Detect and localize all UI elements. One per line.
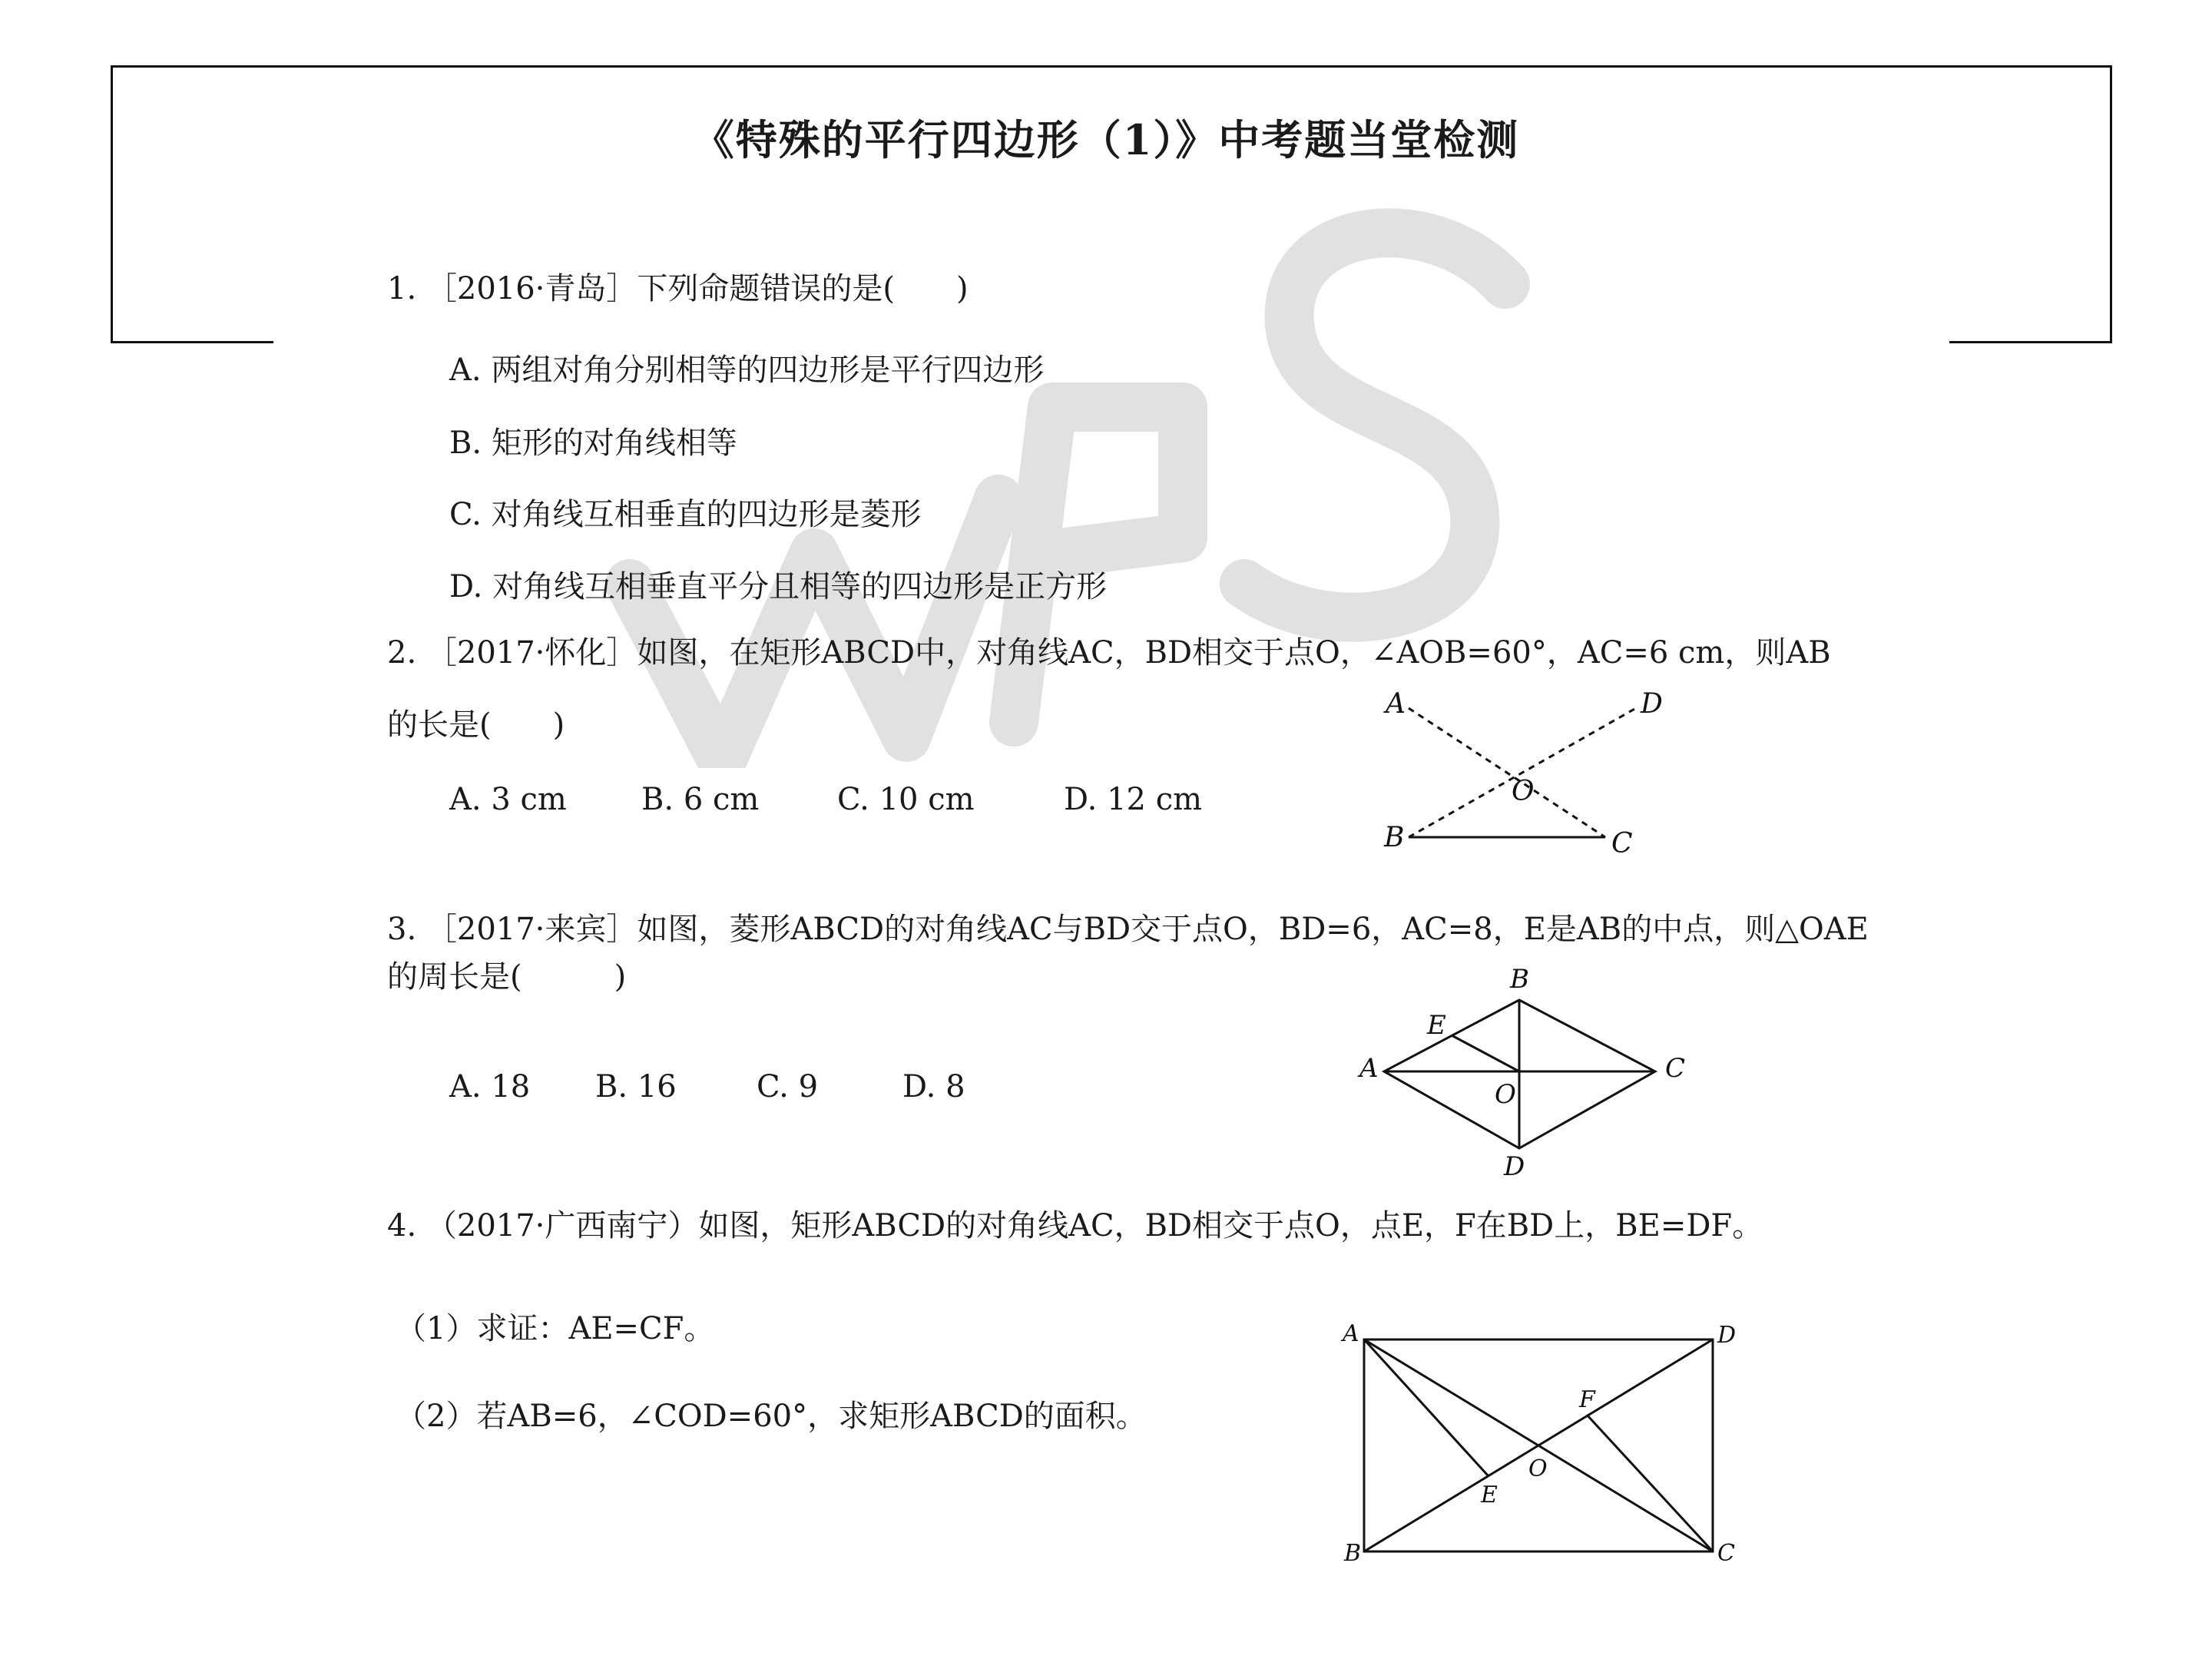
q2-option-d: D. 12 cm <box>1064 782 1203 817</box>
q4-stem: 4. （2017·广西南宁）如图，矩形ABCD的对角线AC，BD相交于点O，点E，F在BD上，BE=DF。 <box>387 1208 1763 1243</box>
q4-segment-cf <box>1587 1415 1713 1551</box>
q4-label-c: C <box>1717 1540 1735 1567</box>
q2-figure-rectangle-diagonals <box>1367 676 1690 860</box>
q2-label-c: C <box>1611 828 1633 859</box>
q4-label-e: E <box>1481 1482 1498 1508</box>
q3-option-d: D. 8 <box>902 1069 965 1104</box>
q2-option-b: B. 6 cm <box>641 782 760 817</box>
q3-option-c: C. 9 <box>757 1069 819 1104</box>
header-frame-bottom-left <box>111 341 273 343</box>
q2-label-o: O <box>1512 776 1535 807</box>
q2-stem-line2: 的长是( ) <box>387 707 565 743</box>
q4-part-2: （2）若AB=6，∠COD=60°，求矩形ABCD的面积。 <box>396 1399 1147 1434</box>
q3-label-o: O <box>1495 1079 1516 1110</box>
q4-label-d: D <box>1717 1322 1737 1349</box>
q1-option-a: A. 两组对角分别相等的四边形是平行四边形 <box>449 353 1045 388</box>
q1-option-d: D. 对角线互相垂直平分且相等的四边形是正方形 <box>449 569 1108 604</box>
header-frame-top <box>111 65 2112 68</box>
header-frame-bottom-right <box>1949 341 2112 343</box>
q2-label-a: A <box>1386 688 1406 720</box>
page-title: 《特殊的平行四边形（1）》中考题当堂检测 <box>692 115 1520 164</box>
q3-label-b: B <box>1510 964 1529 995</box>
q4-label-f: F <box>1579 1386 1595 1413</box>
q1-option-b: B. 矩形的对角线相等 <box>449 426 737 461</box>
q4-label-b: B <box>1344 1540 1362 1567</box>
q3-stem-line1: 3. ［2017·来宾］如图，菱形ABCD的对角线AC与BD交于点O，BD=6，AC=8，E是AB的中点，则△OAE <box>387 912 1869 947</box>
q3-segment-eo <box>1452 1035 1519 1071</box>
q3-label-c: C <box>1665 1053 1686 1084</box>
q4-segment-ae <box>1364 1339 1488 1476</box>
q2-label-d: D <box>1641 688 1663 720</box>
q2-stem-line1: 2. ［2017·怀化］如图，在矩形ABCD中，对角线AC，BD相交于点O，∠AOB=60°，AC=6 cm，则AB <box>387 635 1831 671</box>
q2-diagonal-bd <box>1409 708 1636 837</box>
q3-option-b: B. 16 <box>595 1069 677 1104</box>
q2-diagonal-ac <box>1409 708 1605 837</box>
q2-label-b: B <box>1384 822 1405 853</box>
q1-option-c: C. 对角线互相垂直的四边形是菱形 <box>449 497 922 532</box>
q3-stem-line2: 的周长是( ) <box>387 959 627 995</box>
q4-label-o: O <box>1528 1455 1548 1482</box>
q4-figure-rectangle <box>1321 1306 1751 1567</box>
q3-option-a: A. 18 <box>449 1069 531 1104</box>
q4-part-1: （1）求证：AE=CF。 <box>396 1311 715 1346</box>
q3-label-d: D <box>1504 1151 1525 1182</box>
q3-label-e: E <box>1427 1010 1446 1041</box>
q4-label-a: A <box>1343 1320 1359 1347</box>
q2-option-c: C. 10 cm <box>837 782 975 817</box>
q3-label-a: A <box>1359 1053 1379 1084</box>
q1-stem: 1. ［2016·青岛］下列命题错误的是( ) <box>387 271 969 306</box>
q3-figure-rhombus <box>1336 960 1705 1183</box>
q2-option-a: A. 3 cm <box>449 782 567 817</box>
